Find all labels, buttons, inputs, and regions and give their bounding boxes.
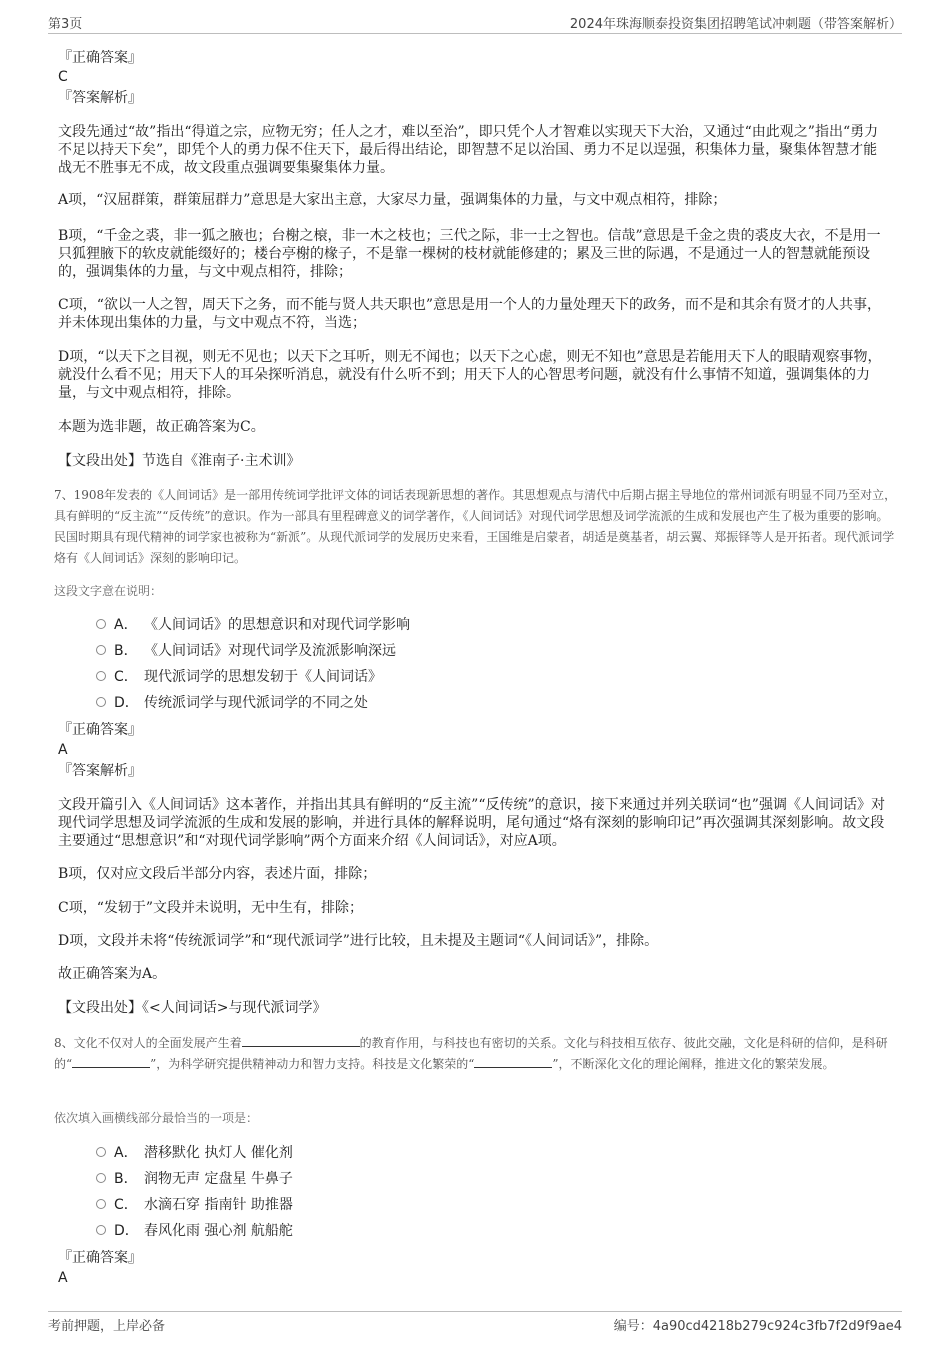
analysis-conclusion: 故正确答案为A。 [58,966,167,982]
correct-answer-label: 『正确答案』 [58,50,142,66]
analysis-label: 『答案解析』 [58,90,142,106]
radio-icon[interactable] [96,1225,106,1235]
option-text: 润物无声 定盘星 牛鼻子 [144,1171,293,1187]
document-title: 2024年珠海顺泰投资集团招聘笔试冲刺题（带答案解析） [569,17,902,32]
option-text: 水滴石穿 指南针 助推器 [144,1197,293,1213]
option-text: 传统派词学与现代派词学的不同之处 [144,695,368,711]
option-letter: D． [114,695,139,711]
analysis-paragraph: 文段先通过“故”指出“得道之宗，应物无穷；任人之才，难以至治”，即只凭个人才智难以实现天下大治，又通过“由此观之”指出“勇力不足以持天下矣”，即凭个人的勇力保不住天下，最后得出结论，即智慧不足以治国、勇力不足以逞强，积集体力量，聚集体智慧才能战无不胜事无不成，故文段重点强调要集聚集体力量。 [58,124,879,176]
option-b[interactable] [96,1169,293,1189]
stem-text: 的教育作用，与科技也有密切的关系。文化与科技相互依存、彼此交融，文化是科研的信仰，是科研的“ [54,1036,888,1071]
radio-icon[interactable] [96,1199,106,1209]
question-stem [54,1033,900,1075]
radio-icon[interactable] [96,697,106,707]
footer-slogan: 考前押题，上岸必备 [48,1319,166,1334]
option-text: 春风化雨 强心剂 航船舵 [144,1223,293,1239]
option-a[interactable] [96,1143,293,1163]
page-number: 第3页 [48,17,83,32]
correct-answer-value: C [58,69,68,85]
option-text: 《人间词话》对现代词学及流派影响深远 [144,643,396,659]
analysis-paragraph: A项，“汉屈群策，群策屈群力”意思是大家出主意，大家尽力量，强调集体的力量，与文中观点相符，排除； [58,192,727,208]
page-footer [48,1311,902,1336]
analysis-paragraph: 文段开篇引入《人间词话》这本著作，并指出其具有鲜明的“反主流”“反传统”的意识，接下来通过并列关联词“也”强调《人间词话》对现代词学思想及词学流派的生成和发展的影响，并进行具体的解释说明，尾句通过“烙有深刻的影响印记”再次强调其深刻影响。故文段主要通过“思想意识”和“对现代词学影响”两个方面来介绍《人间词话》，对应A项。 [58,797,885,849]
option-c[interactable] [96,1195,293,1215]
analysis-paragraph: D项，“以天下之目视，则无不见也；以天下之耳听，则无不闻也；以天下之心虑，则无不知也”意思是若能用天下人的眼睛观察事物，就没什么看不见；用天下人的耳朵探听消息，就没有什么听不到；用天下人的心智思考问题，就没有什么事情不知道，强调集体的力量，与文中观点相符，排除。 [58,349,882,401]
option-letter: B． [114,1171,138,1187]
document-id [614,1315,902,1334]
page-header [48,11,902,34]
radio-icon[interactable] [96,619,106,629]
document-id-label: 编号： [613,1319,653,1334]
option-d[interactable] [96,1221,293,1241]
option-letter: B． [114,643,138,659]
source-note: 【文段出处】节选自《淮南子·主术训》 [58,453,301,469]
fill-blank-3 [474,1054,552,1068]
analysis-paragraph: B项，仅对应文段后半部分内容，表述片面，排除； [58,866,377,882]
option-c[interactable] [96,667,382,687]
option-a[interactable] [96,615,410,635]
option-text: 《人间词话》的思想意识和对现代词学影响 [144,617,410,633]
analysis-conclusion: 本题为选非题，故正确答案为C。 [58,419,265,435]
option-d[interactable] [96,693,368,713]
analysis-label: 『答案解析』 [58,763,142,779]
option-letter: A． [114,617,138,633]
question-stem: 7、1908年发表的《人间词话》是一部用传统词学批评文体的词话表现新思想的著作。其思想观点与清代中后期占据主导地位的常州词派有明显不同乃至对立，具有鲜明的“反主流”“反传统”的意识。作为一部具有里程碑意义的词学著作，《人间词话》对现代词学思想及词学流派的生成和发展也产生了极为重要的影响。民国时期具有现代精神的词学家也被称为“新派”。从现代派词学的发展历史来看，王国维是启蒙者，胡适是奠基者，胡云翼、郑振铎等人是开拓者。现代派词学烙有《人间词话》深刻的影响印记。 [54,488,897,565]
document-id-code: 4a90cd4218b279c924c3fb7f2d9f9ae4 [652,1319,902,1334]
option-b[interactable] [96,641,396,661]
stem-text: ”，不断深化文化的理论阐释，推进文化的繁荣发展。 [552,1057,835,1071]
correct-answer-label: 『正确答案』 [58,722,142,738]
analysis-paragraph: B项，“千金之裘，非一狐之腋也；台榭之榱，非一木之枝也；三代之际，非一士之智也。信哉”意思是千金之贵的裘皮大衣，不是用一只狐狸腋下的软皮就能缀好的；楼台亭榭的椽子，不是靠一棵树的枝材就能修建的；累及三世的际遇，不是通过一人的智慧就能预设的，强调集体的力量，与文中观点相符，排除； [58,228,881,280]
radio-icon[interactable] [96,645,106,655]
option-letter: C． [114,669,138,685]
option-text: 潜移默化 执灯人 催化剂 [144,1145,293,1161]
option-letter: D． [114,1223,139,1239]
stem-text: ”，为科学研究提供精神动力和智力支持。科技是文化繁荣的“ [150,1057,475,1071]
radio-icon[interactable] [96,1173,106,1183]
correct-answer-value: A [58,1270,68,1286]
stem-text: 8、文化不仅对人的全面发展产生着 [54,1036,242,1050]
question-prompt: 依次填入画横线部分最恰当的一项是： [54,1111,259,1125]
option-text: 现代派词学的思想发轫于《人间词话》 [144,669,382,685]
analysis-paragraph: C项，“发轫于”文段并未说明，无中生有，排除； [58,900,364,916]
radio-icon[interactable] [96,671,106,681]
analysis-paragraph: D项，文段并未将“传统派词学”和“现代派词学”进行比较，且未提及主题词“《人间词话》”，排除。 [58,933,659,949]
correct-answer-value: A [58,742,68,758]
radio-icon[interactable] [96,1147,106,1157]
correct-answer-label: 『正确答案』 [58,1250,142,1266]
question-prompt: 这段文字意在说明： [54,584,163,598]
option-letter: C． [114,1197,138,1213]
source-note: 【文段出处】《<人间词话>与现代派词学》 [58,1000,327,1016]
fill-blank-1 [242,1033,360,1047]
analysis-paragraph: C项，“欲以一人之智，周天下之务，而不能与贤人共天职也”意思是用一个人的力量处理天下的政务，而不是和其余有贤才的人共事，并未体现出集体的力量，与文中观点不符，当选； [58,297,882,331]
fill-blank-2 [72,1054,150,1068]
option-letter: A． [114,1145,138,1161]
